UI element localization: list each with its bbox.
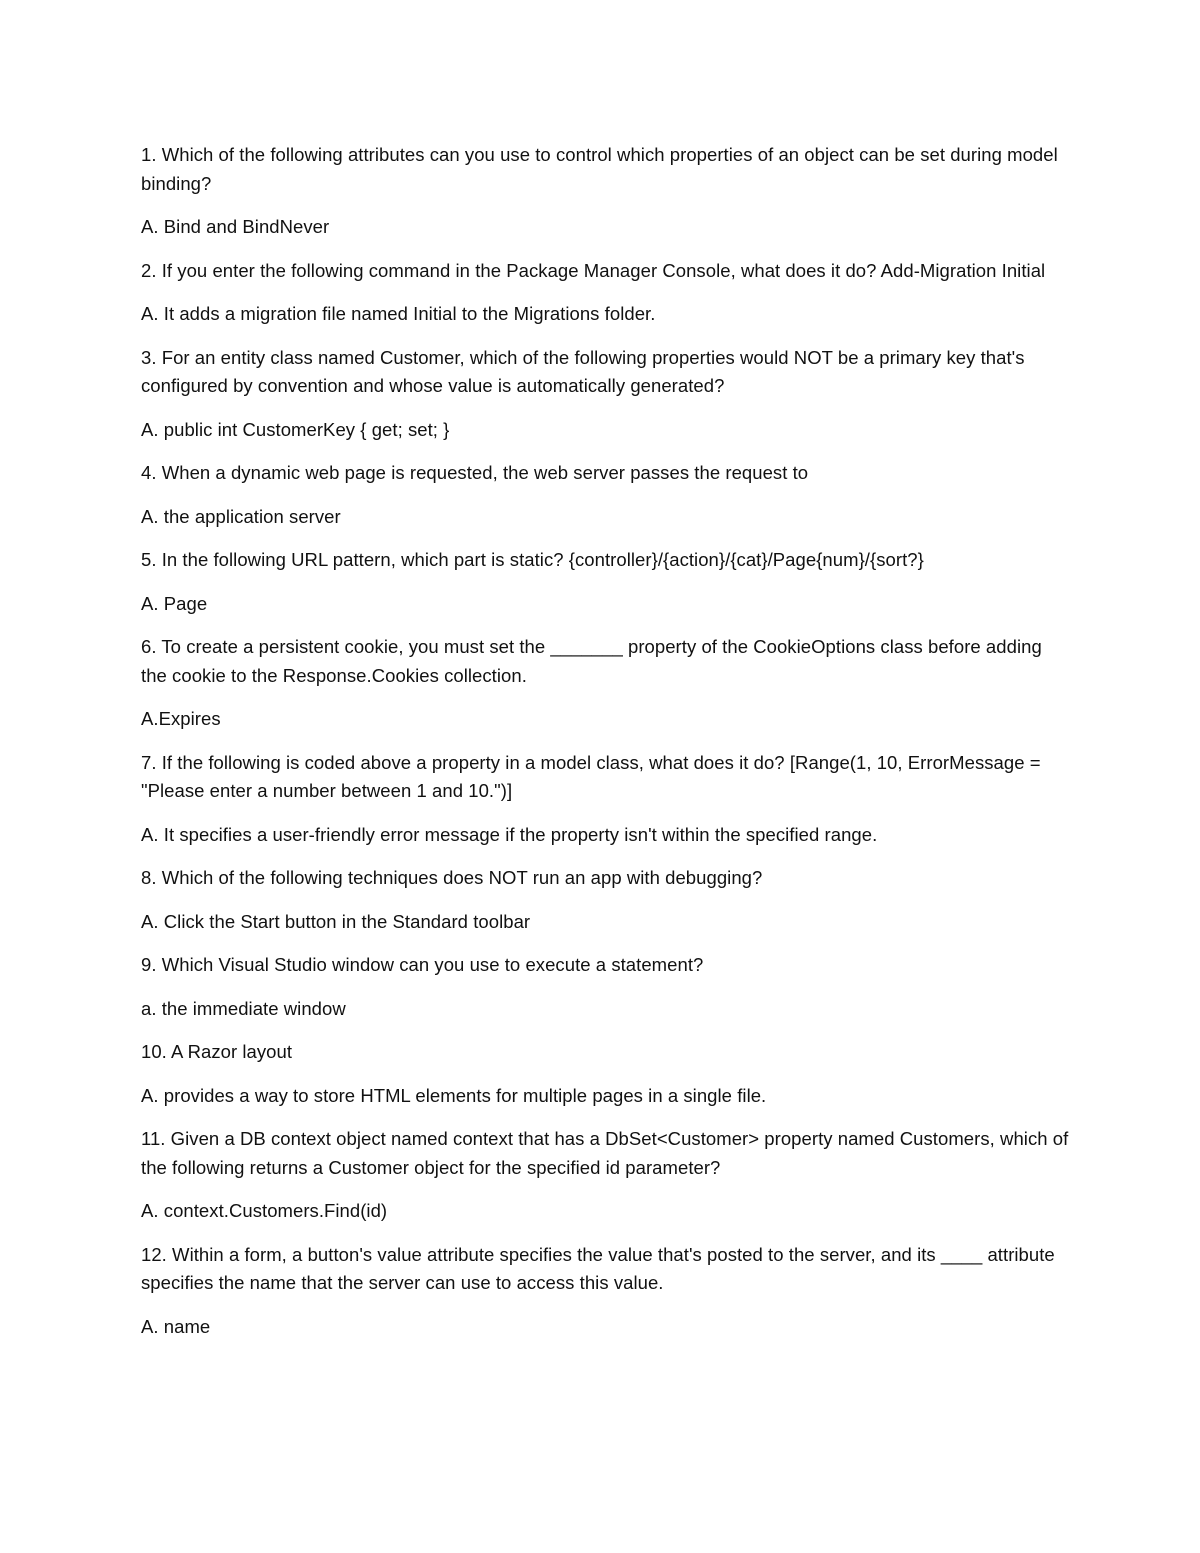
answer-text: A. It specifies a user-friendly error message if the property isn't within the specified range. [141,823,878,845]
answer-text: A. Page [141,592,208,614]
answer-text: A. name [141,1315,211,1337]
answer-text: A. Click the Start button in the Standard toolbar [141,910,531,932]
question-block-5 [141,546,1071,618]
document-body [141,141,1071,1356]
question-text: 8. Which of the following techniques does NOT run an app with debugging? [141,867,763,888]
question-text: 2. If you enter the following command in the Package Manager Console, what does it do? Add-Migration Initial [141,259,1046,281]
answer-text: a. the immediate window [141,997,346,1019]
answer-text: A. provides a way to store HTML elements for multiple pages in a single file. [141,1084,767,1106]
question-block-6 [141,633,1071,734]
question-text: 1. Which of the following attributes can you use to control which properties of an object can be set during model binding? [141,144,1058,194]
question-text: 9. Which Visual Studio window can you use to execute a statement? [141,954,704,975]
question-text: 6. To create a persistent cookie, you must set the _______ property of the CookieOptions class before adding the cookie to the Response.Cookies collection. [141,636,1042,686]
question-text: 11. Given a DB context object named context that has a DbSet<Customer> property named Customers, which of the following returns a Customer object for the specified id parameter? [141,1128,1069,1178]
question-block-11 [141,1125,1071,1226]
question-text: 5. In the following URL pattern, which part is static? {controller}/{action}/{cat}/Page{num}/{sort?} [141,549,924,570]
question-block-9 [141,951,1071,1023]
question-block-2 [141,257,1071,329]
question-block-7 [141,749,1071,850]
question-block-1 [141,141,1071,242]
question-block-3 [141,344,1071,445]
question-block-4 [141,459,1071,531]
question-text: 7. If the following is coded above a property in a model class, what does it do? [Range(1, 10, ErrorMessage = "Please enter a number between 1 and 10.")] [141,751,1041,801]
answer-text: A. the application server [141,505,341,527]
question-block-12 [141,1241,1071,1342]
answer-text: A. It adds a migration file named Initial to the Migrations folder. [141,303,656,324]
question-block-8 [141,864,1071,936]
answer-text: A. public int CustomerKey { get; set; } [141,418,450,440]
answer-text: A. context.Customers.Find(id) [141,1200,388,1221]
question-text: 10. A Razor layout [141,1041,293,1062]
answer-text: A. Bind and BindNever [141,216,330,237]
answer-text: A.Expires [141,708,221,729]
question-text: 4. When a dynamic web page is requested, the web server passes the request to [141,462,809,483]
question-block-10 [141,1038,1071,1110]
question-text: 3. For an entity class named Customer, which of the following properties would NOT be a primary key that's configured by convention and whose value is automatically generated? [141,346,1025,396]
question-text: 12. Within a form, a button's value attribute specifies the value that's posted to the server, and its ____ attribute specifies the name that the server can use to access this value. [141,1243,1055,1293]
